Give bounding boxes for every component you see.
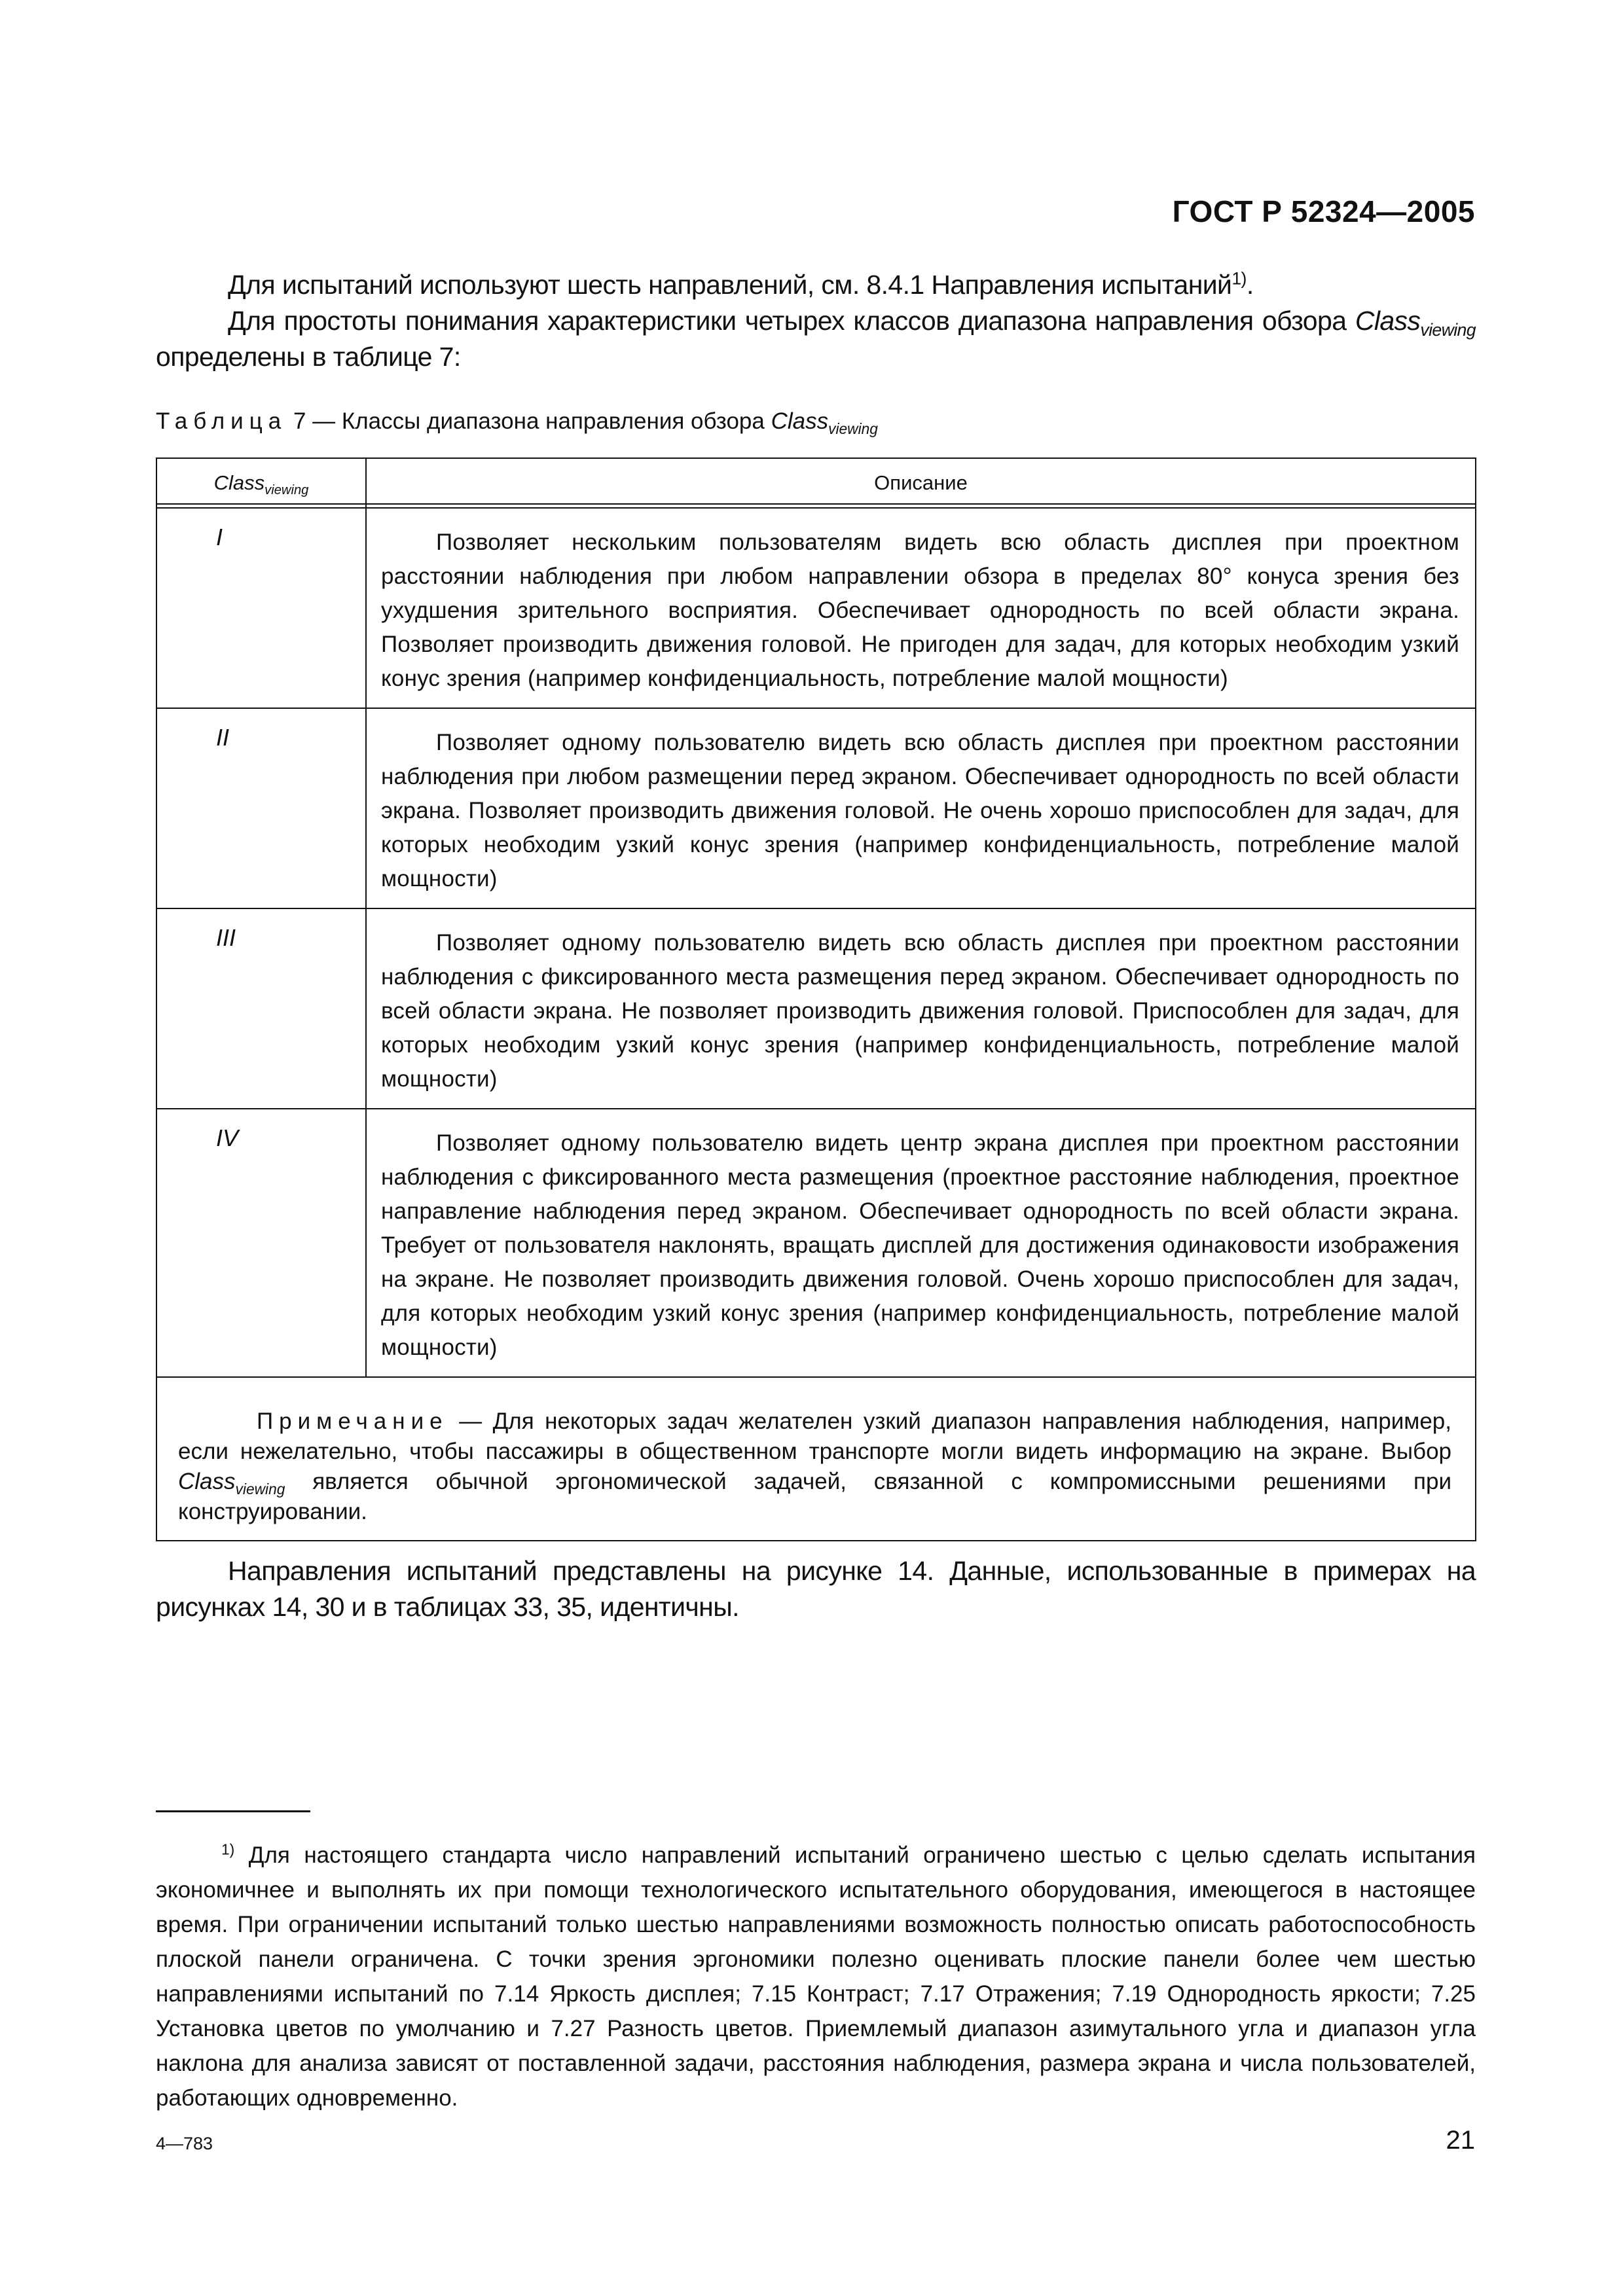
table-note-row (156, 1377, 1476, 1541)
after-table-paragraph: Направления испытаний представлены на рисунке 14. Данные, использованные в примерах на рисунках 14, 30 и в таблицах 33, 35, идентичны. (156, 1556, 1476, 1622)
table-note: Примечание — Для некоторых задач желателен узкий диапазон направления наблюдения, например, если нежелательно, чтобы пассажиры в общественном транспорте могли видеть информацию на экране. Выбор Class$_{viewing}$ является обычной эргономической задачей, связанной с компромиссными решениями при конструировании. (156, 1377, 1476, 1541)
description-cell: Позволяет нескольким пользователям видеть всю область дисплея при проектном расстоянии наблюдения при любом направлении обзора в пределах 80° конуса зрения без ухудшения зрительного восприятия. Обеспечивает однородность по всей области экрана. Позволяет производить движения головой. Не пригоден для задач, для которых необходим узкий конус зрения (например конфиденциальность, потребление малой мощности) (366, 508, 1476, 708)
description-cell: Позволяет одному пользователю видеть центр экрана дисплея при проектном расстоянии наблюдения с фиксированного места размещения (проектное расстояние наблюдения, проектное направление наблюдения перед экраном. Обеспечивает однородность по всей области экрана. Требует от пользователя наклонять, вращать дисплей для достижения одинаковости изображения на экране. Не позволяет производить движения головой. Очень хорошо приспособлен для задач, для которых необходим узкий конус зрения (например конфиденциальность, потребление малой мощности) (366, 1109, 1476, 1377)
intro-paragraph-1: Для испытаний используют шесть направлений, см. 8.4.1 Направления испытаний$^{1)}$. (228, 268, 1254, 300)
footnote: $^{1)}$ Для настоящего стандарта число направлений испытаний ограничено шестью с целью сделать испытания экономичнее и выполнять их при помощи технологического испытательного оборудования, имеющегося в настоящее время. При ограничении испытаний только шестью направлениями возможность полностью описать работоспособность плоской панели ограничена. С точки зрения эргономики полезно оценивать плоские панели более чем шестью направлениями испытаний по 7.14 Яркость дисплея; 7.15 Контраст; 7.17 Отражения; 7.19 Однородность яркости; 7.25 Установка цветов по умолчанию и 7.27 Разность цветов. Приемлемый диапазон азимутального угла и диапазон угла наклона для анализа зависят от поставленной задачи, расстояния наблюдения, размера экрана и числа пользователей, работающих одновременно. (156, 1840, 1476, 2111)
intro-paragraph-2: Для простоты понимания характеристики четырех классов диапазона направления обзора Class$_{viewing}$ определены в таблице 7: (156, 306, 1476, 372)
table-row (156, 708, 1476, 908)
table-row (156, 908, 1476, 1109)
intro-text (156, 267, 1476, 375)
page-number: 21 (1446, 2126, 1475, 2155)
document-code: ГОСТ Р 52324—2005 (1172, 194, 1475, 228)
print-code: 4—783 (156, 2134, 213, 2153)
table-row (156, 508, 1476, 708)
table-caption: Таблица 7 — Классы диапазона направления обзора Class$_{viewing}$ (156, 408, 878, 437)
class-cell: II (156, 708, 366, 908)
header-description-cell: Описание (366, 458, 1476, 508)
footnote-divider (156, 1810, 310, 1812)
class-cell: I (156, 508, 366, 708)
header-class-cell: Class$_{viewing}$ (156, 458, 366, 508)
viewing-classes-table (156, 457, 1476, 1541)
class-cell: IV (156, 1109, 366, 1377)
table-header-row (156, 458, 1476, 508)
description-cell: Позволяет одному пользователю видеть всю область дисплея при проектном расстоянии наблюдения с фиксированного места размещения перед экраном. Обеспечивает однородность по всей области экрана. Не позволяет производить движения головой. Приспособлен для задач, для которых необходим узкий конус зрения (например конфиденциальность, потребление малой мощности) (366, 908, 1476, 1109)
footnote-marker: 1) (221, 1840, 235, 1858)
table-row (156, 1109, 1476, 1377)
footnote-ref[interactable]: 1) (1231, 268, 1247, 289)
description-cell: Позволяет одному пользователю видеть всю область дисплея при проектном расстоянии наблюдения при любом размещении перед экраном. Обеспечивает однородность по всей области экрана. Позволяет производить движения головой. Не очень хорошо приспособлен для задач, для которых необходим узкий конус зрения (например конфиденциальность, потребление малой мощности) (366, 708, 1476, 908)
class-cell: III (156, 908, 366, 1109)
